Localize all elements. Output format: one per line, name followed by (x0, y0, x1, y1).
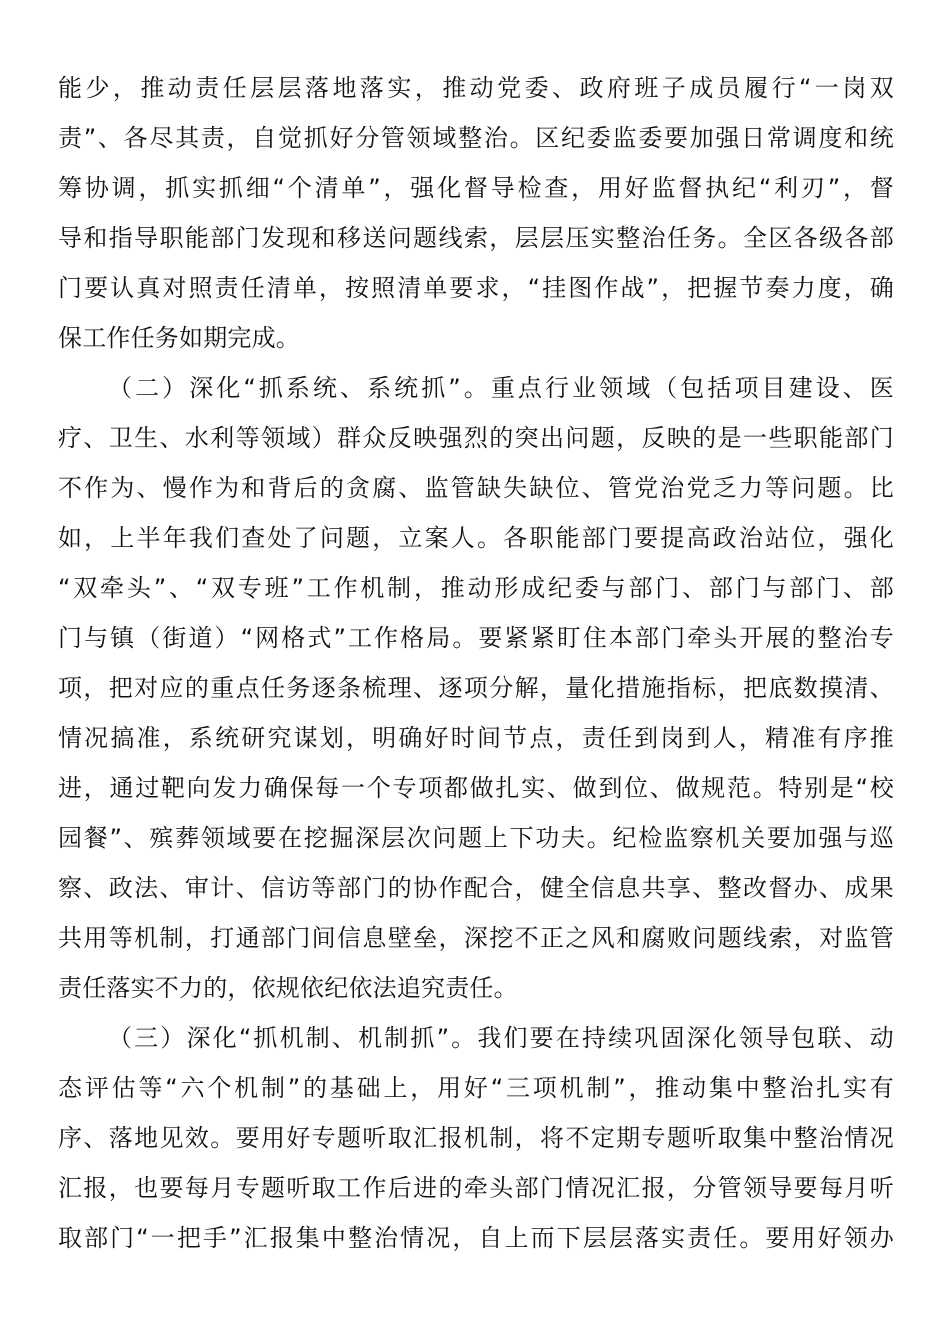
text-line: “双牵头”、“双专班”工作机制，推动形成纪委与部门、部门与部门、部 (58, 574, 894, 602)
text-line: 不作为、慢作为和背后的贪腐、监管缺失缺位、管党治党乏力等问题。比 (58, 474, 894, 502)
section-heading-line: （三）深化“抓机制、机制抓”。我们要在持续巩固深化领导包联、动 (108, 1024, 894, 1052)
text-line: 汇报，也要每月专题听取工作后进的牵头部门情况汇报，分管领导要每月听 (58, 1174, 894, 1202)
paragraph-3 (58, 1013, 894, 1263)
text-line: 门与镇（街道）“网格式”工作格局。要紧紧盯住本部门牵头开展的整治专 (58, 624, 894, 652)
text-line: 察、政法、审计、信访等部门的协作配合，健全信息共享、整改督办、成果 (58, 874, 894, 902)
text-line: 疗、卫生、水利等领域）群众反映强烈的突出问题，反映的是一些职能部门 (58, 424, 894, 452)
paragraph-1 (58, 63, 894, 363)
text-line: 如，上半年我们查处了问题，立案人。各职能部门要提高政治站位，强化 (58, 524, 894, 552)
paragraph-2 (58, 363, 894, 1013)
text-line: 进，通过靶向发力确保每一个专项都做扎实、做到位、做规范。特别是“校 (58, 774, 894, 802)
text-line: 态评估等“六个机制”的基础上，用好“三项机制”，推动集中整治扎实有 (58, 1074, 894, 1102)
text-line: 情况搞准，系统研究谋划，明确好时间节点，责任到岗到人，精准有序推 (58, 724, 894, 752)
text-line: 共用等机制，打通部门间信息壁垒，深挖不正之风和腐败问题线索，对监管 (58, 924, 894, 952)
text-line: 能少，推动责任层层落地落实，推动党委、政府班子成员履行“一岗双 (58, 74, 894, 102)
text-line: 责”、各尽其责，自觉抓好分管领域整治。区纪委监委要加强日常调度和统 (58, 124, 894, 152)
text-line: 取部门“一把手”汇报集中整治情况，自上而下层层落实责任。要用好领办 (58, 1224, 894, 1252)
text-line: 序、落地见效。要用好专题听取汇报机制，将不定期专题听取集中整治情况 (58, 1124, 894, 1152)
text-line: 责任落实不力的，依规依纪依法追究责任。 (58, 974, 518, 1002)
section-heading-line: （二）深化“抓系统、系统抓”。重点行业领域（包括项目建设、医 (108, 374, 894, 402)
text-line: 保工作任务如期完成。 (58, 324, 300, 352)
text-line: 筹协调，抓实抓细“个清单”，强化督导检查，用好监督执纪“利刃”，督 (58, 174, 894, 202)
document-body (58, 63, 894, 1263)
text-line: 门要认真对照责任清单，按照清单要求，“挂图作战”，把握节奏力度，确 (58, 274, 894, 302)
text-line: 项，把对应的重点任务逐条梳理、逐项分解，量化措施指标，把底数摸清、 (58, 674, 894, 702)
text-line: 导和指导职能部门发现和移送问题线索，层层压实整治任务。全区各级各部 (58, 224, 894, 252)
text-line: 园餐”、殡葬领域要在挖掘深层次问题上下功夫。纪检监察机关要加强与巡 (58, 824, 894, 852)
